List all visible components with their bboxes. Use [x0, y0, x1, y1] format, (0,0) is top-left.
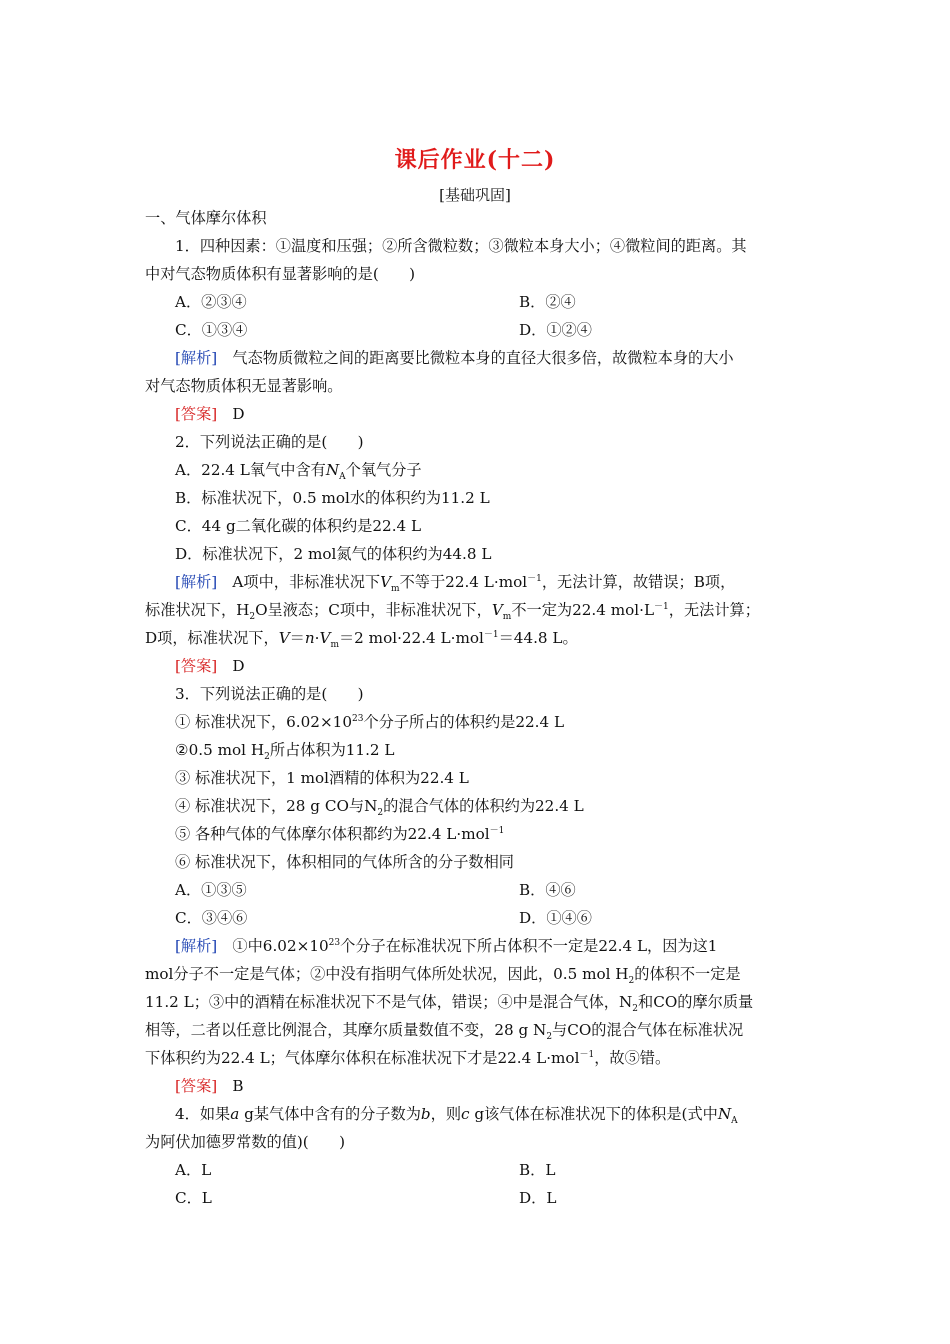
q4-stem-line1: 4．如果a g某气体中含有的分子数为b，则c g该气体在标准状况下的体积是(式中$N_A$ [175, 1105, 738, 1127]
q2-stem: 2．下列说法正确的是( ) [175, 433, 364, 451]
q4-option-d: D．L [519, 1189, 557, 1207]
q1-stem-line2: 中对气态物质体积有显著影响的是( ) [145, 265, 416, 283]
q3-analysis-line1: [解析] ①中$6.02\times 10^{23}$个分子在标准状况下所占体积不一定是22.4 L，因为这1 [175, 937, 718, 955]
q3-option-b: B．④⑥ [519, 881, 576, 899]
q3-option-c: C．③④⑥ [175, 909, 248, 927]
q3-stem: 3．下列说法正确的是( ) [175, 685, 364, 703]
q3-statement-3: ③ 标准状况下，1 mol酒精的体积为22.4 L [175, 769, 469, 787]
q4-option-c: C．L [175, 1189, 212, 1207]
q3-statement-2: ②0.5 mol $H_2$所占体积为11.2 L [175, 741, 395, 763]
q3-analysis-line4: 相等，二者以任意比例混合，其摩尔质量数值不变，28 g $N_2$与CO的混合气体在标准状况 [145, 1021, 744, 1043]
q3-statement-4: ④ 标准状况下，28 g CO与$N_2$的混合气体的体积约为22.4 L [175, 797, 584, 819]
q1-option-b: B．②④ [519, 293, 576, 311]
page-title: 课后作业(十二) [394, 147, 556, 173]
analysis-tag: [解析] [175, 573, 218, 591]
q2-analysis-line3: D项，标准状况下，$V=n\cdot V_m=2$ mol·22.4 L·mol$^{-1}$＝44.8 L。 [145, 629, 578, 651]
q2-option-a: A．22.4 L氧气中含有$N_A$个氧气分子 [175, 461, 422, 483]
q1-answer: [答案] D [175, 405, 245, 423]
q4-stem-line2: 为阿伏加德罗常数的值)( ) [145, 1133, 346, 1151]
q4-option-a: A．L [175, 1161, 212, 1179]
analysis-tag: [解析] [175, 349, 218, 367]
q3-option-d: D．①④⑥ [519, 909, 592, 927]
q2-option-d: D．标准状况下，2 mol氮气的体积约为44.8 L [175, 545, 492, 563]
section-heading: 一、气体摩尔体积 [145, 209, 267, 227]
answer-tag: [答案] [175, 1077, 218, 1095]
analysis-tag: [解析] [175, 937, 218, 955]
q2-option-b: B．标准状况下，0.5 mol水的体积约为11.2 L [175, 489, 490, 507]
q3-analysis-line2: mol分子不一定是气体；②中没有指明气体所处状况，因此，0.5 mol $H_2$的体积不一定是 [145, 965, 741, 987]
q2-answer: [答案] D [175, 657, 245, 675]
q1-option-d: D．①②④ [519, 321, 592, 339]
q1-analysis-line2: 对气态物质体积无显著影响。 [145, 377, 343, 395]
q3-option-a: A．①③⑤ [175, 881, 247, 899]
q3-analysis-line5: 下体积约为22.4 L；气体摩尔体积在标准状况下才是22.4 L·mol$^{-1}$，故⑤错。 [145, 1049, 671, 1067]
q3-analysis-line3: 11.2 L；③中的酒精在标准状况下不是气体，错误；④中是混合气体，$N_2$和CO的摩尔质量 [145, 993, 754, 1015]
q1-option-c: C．①③④ [175, 321, 248, 339]
q1-option-a: A．②③④ [175, 293, 247, 311]
q2-option-c: C．44 g二氧化碳的体积约是22.4 L [175, 517, 422, 535]
q2-analysis-line2: 标准状况下，$H_2O$呈液态；C项中，非标准状况下，$V_m$不一定为22.4 $mol\cdot L^{-1}$，无法计算； [145, 601, 760, 623]
section-subtitle: [基础巩固] [439, 186, 511, 204]
q1-stem-line1: 1．四种因素：①温度和压强；②所含微粒数；③微粒本身大小；④微粒间的距离。其 [175, 237, 747, 255]
answer-tag: [答案] [175, 405, 218, 423]
q3-answer: [答案] B [175, 1077, 244, 1095]
q4-option-b: B．L [519, 1161, 556, 1179]
q3-statement-5: ⑤ 各种气体的气体摩尔体积都约为22.4 L·mol$^{-1}$ [175, 825, 505, 843]
q2-analysis-line1: [解析] A项中，非标准状况下$V_m$不等于22.4 L·mol$^{-1}$，无法计算，故错误；B项， [175, 573, 736, 595]
q1-analysis-line1: [解析] 气态物质微粒之间的距离要比微粒本身的直径大很多倍，故微粒本身的大小 [175, 349, 734, 367]
q3-statement-6: ⑥ 标准状况下，体积相同的气体所含的分子数相同 [175, 853, 514, 871]
q3-statement-1: ① 标准状况下，$6.02\times 10^{23}$个分子所占的体积约是22.4 L [175, 713, 565, 731]
answer-tag: [答案] [175, 657, 218, 675]
